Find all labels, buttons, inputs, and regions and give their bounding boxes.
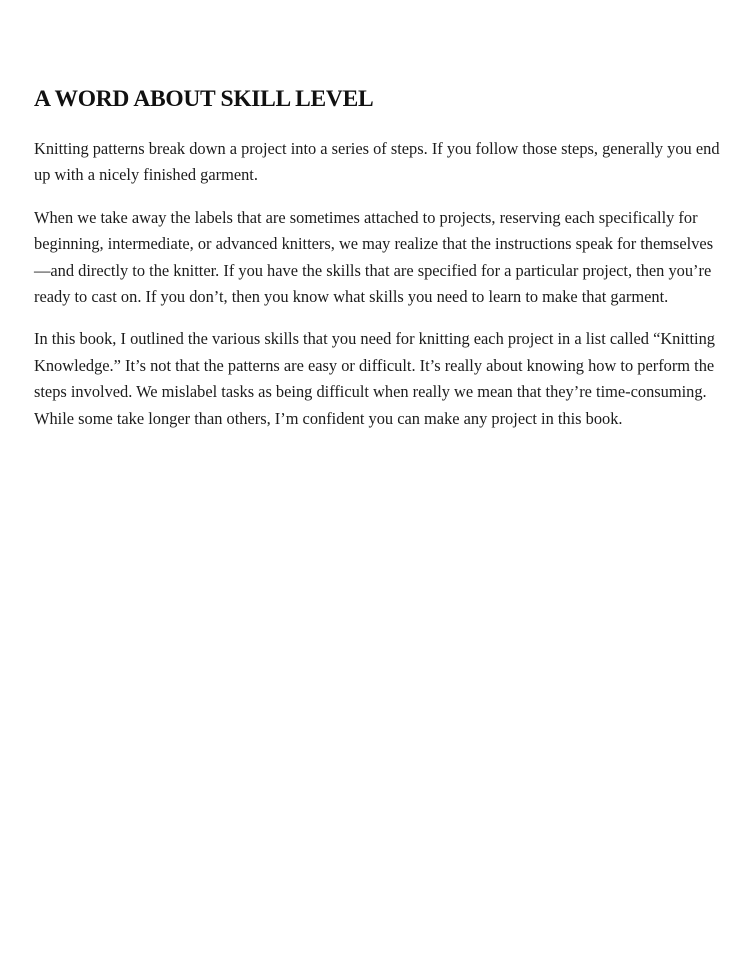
section-heading: A WORD ABOUT SKILL LEVEL — [34, 86, 374, 112]
paragraph-labels: When we take away the labels that are sometimes attached to projects, reserving each specifically for beginning, intermediate, or advanced knitters, we may realize that the instructions speak for themselves—and directly to the knitter. If you have the skills that are specified for a particular project, then you’re ready to cast on. If you don’t, then you know what skills you need to learn to make that garment. — [34, 207, 714, 307]
paragraph-knitting-knowledge: In this book, I outlined the various skills that you need for knitting each project in a list called “Knitting Knowledge.” It’s not that the patterns are easy or difficult. It’s really about knowing how to perform the steps involved. We mislabel tasks as being difficult when really we mean that they’re time-consuming. While some take longer than others, I’m confident you can make any project in this book. — [34, 329, 715, 428]
paragraph-intro: Knitting patterns break down a project into a series of steps. If you follow those steps, generally you end up with a nicely finished garment. — [34, 139, 720, 185]
document-page — [34, 84, 724, 448]
